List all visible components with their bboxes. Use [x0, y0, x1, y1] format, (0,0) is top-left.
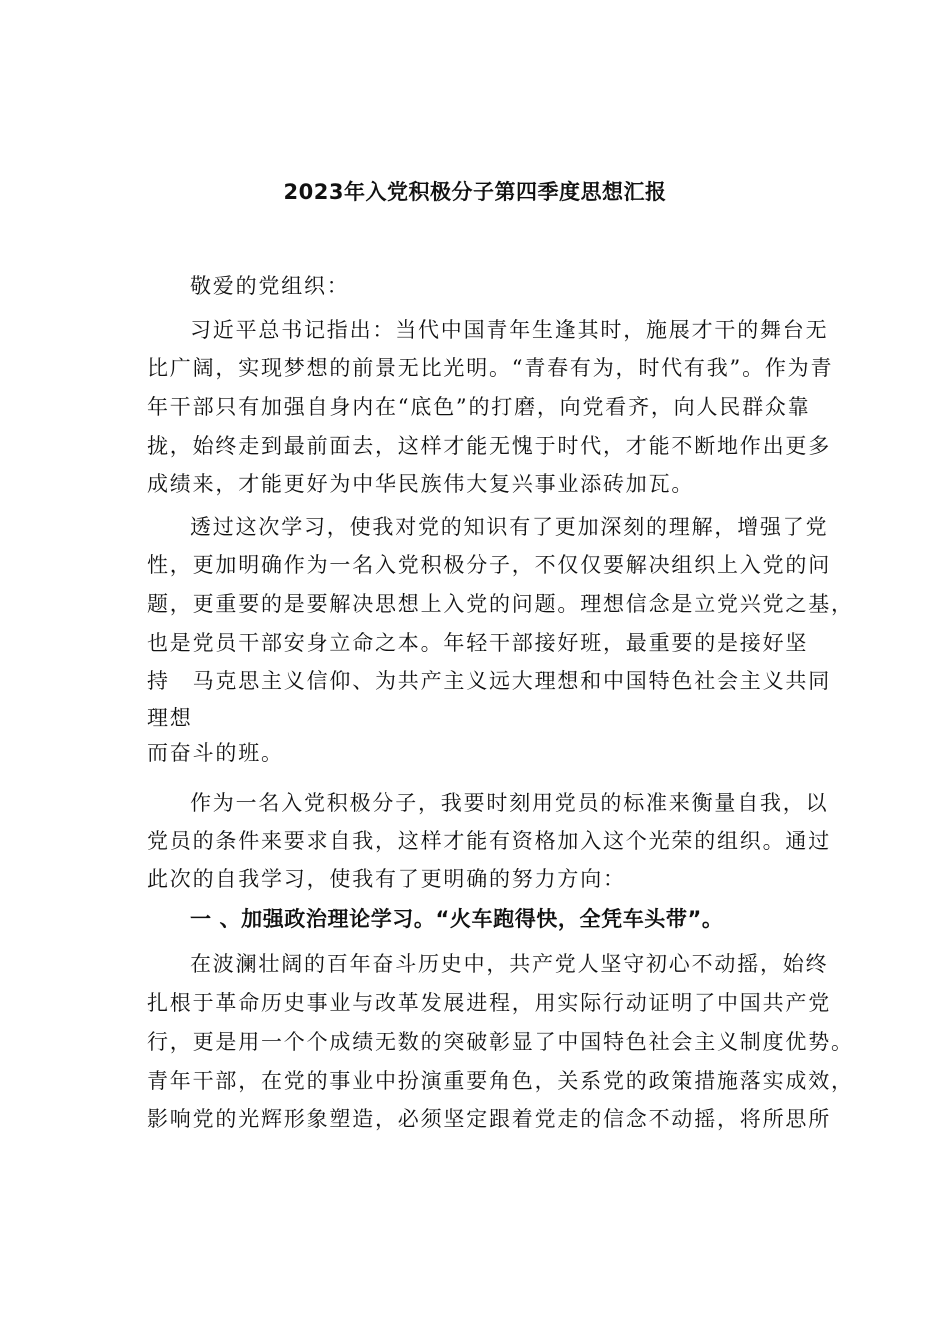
paragraph-line: 党员的条件来要求自我，这样才能有资格加入这个光荣的组织。通过: [147, 829, 831, 853]
document-title: 2023年入党积极分子第四季度思想汇报: [283, 180, 667, 204]
paragraph-line: 也是党员干部安身立命之本。年轻干部接好班，最重要的是接好坚: [147, 631, 809, 655]
paragraph-line: 习近平总书记指出：当代中国青年生逢其时，施展才干的舞台无: [190, 318, 829, 342]
paragraph-line: 拢，始终走到最前面去，这样才能无愧于时代，才能不断地作出更多: [147, 434, 831, 458]
paragraph-line: 此次的自我学习，使我有了更明确的努力方向：: [147, 867, 626, 891]
paragraph-line: 行，更是用一个个成绩无数的突破彰显了中国特色社会主义制度优势。: [147, 1030, 854, 1054]
paragraph-line: 而奋斗的班。: [147, 741, 284, 765]
paragraph-line: 题，更重要的是要解决思想上入党的问题。理想信念是立党兴党之基，: [147, 592, 854, 616]
paragraph-line: 持 马克思主义信仰、为共产主义远大理想和中国特色社会主义共同: [147, 669, 831, 693]
paragraph-line: 透过这次学习，使我对党的知识有了更加深刻的理解，增强了党: [190, 515, 829, 539]
paragraph-line: 年干部只有加强自身内在“底色”的打磨，向党看齐，向人民群众靠: [147, 395, 811, 419]
paragraph-line: 性，更加明确作为一名入党积极分子，不仅仅要解决组织上入党的问: [147, 553, 831, 577]
paragraph-line: 作为一名入党积极分子，我要时刻用党员的标准来衡量自我，以: [190, 791, 829, 815]
paragraph-line: 理想: [147, 706, 193, 730]
section-heading: 一 、加强政治理论学习。“火车跑得快，全凭车头带”。: [190, 907, 724, 931]
paragraph-line: 扎根于革命历史事业与改革发展进程，用实际行动证明了中国共产党: [147, 991, 831, 1015]
salutation: 敬爱的党组织：: [190, 274, 350, 298]
paragraph-line: 青年干部，在党的事业中扮演重要角色，关系党的政策措施落实成效，: [147, 1069, 854, 1093]
paragraph-line: 成绩来，才能更好为中华民族伟大复兴事业添砖加瓦。: [147, 472, 695, 496]
paragraph-line: 比广阔，实现梦想的前景无比光明。“青春有为，时代有我”。作为青: [147, 356, 834, 380]
paragraph-line: 在波澜壮阔的百年奋斗历史中，共产党人坚守初心不动摇，始终: [190, 952, 829, 976]
paragraph-line: 影响党的光辉形象塑造，必须坚定跟着党走的信念不动摇，将所思所: [147, 1107, 831, 1131]
